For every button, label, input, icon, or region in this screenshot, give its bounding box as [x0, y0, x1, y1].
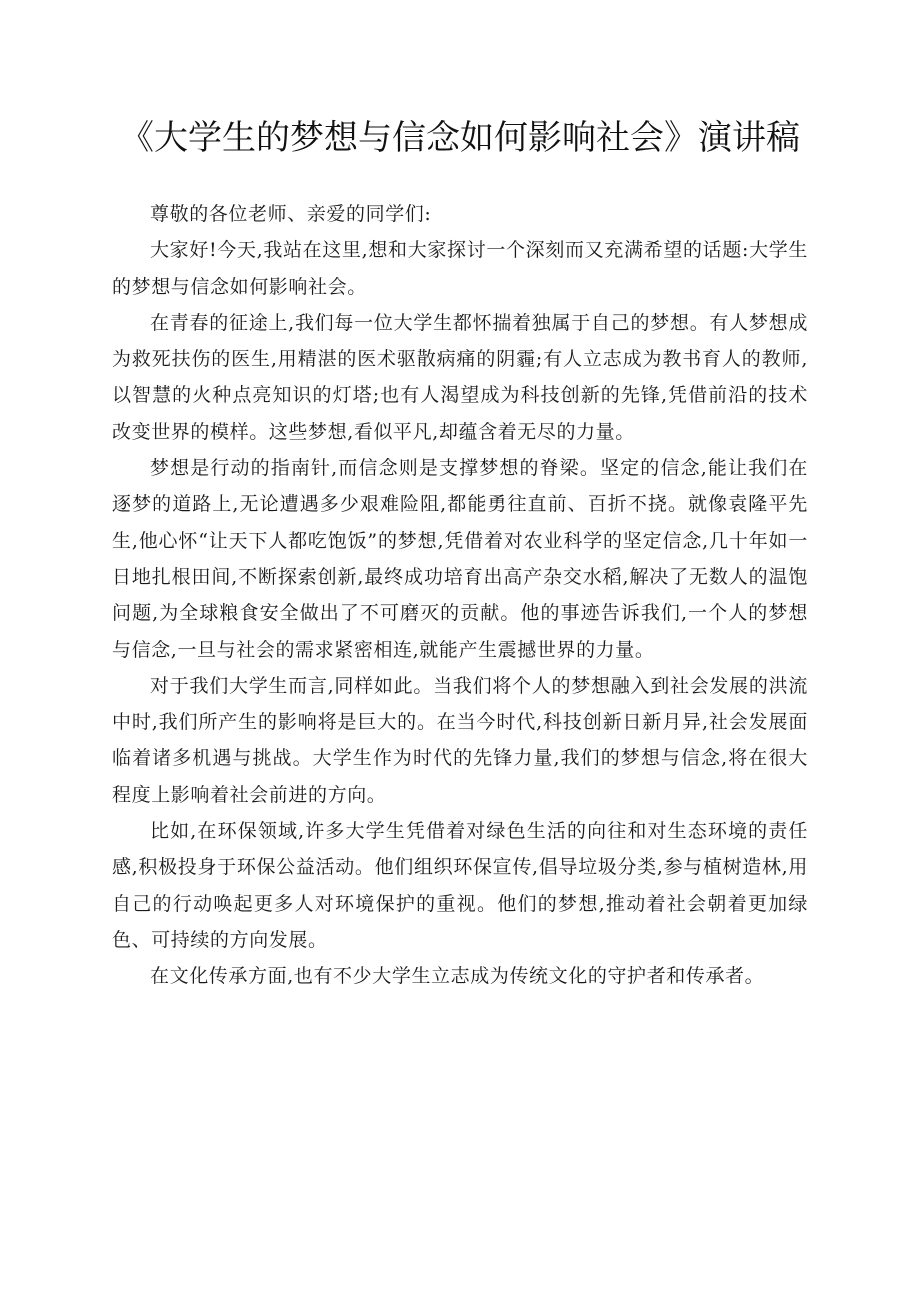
- paragraph-greeting: 尊敬的各位老师、亲爱的同学们:: [150, 203, 432, 225]
- document-title: 《大学生的梦想与信念如何影响社会》演讲稿: [120, 118, 800, 158]
- paragraph-dreams: 在青春的征途上,我们每一位大学生都怀揣着独属于自己的梦想。有人梦想成为救死扶伤的医生,用精湛的医术驱散病痛的阴霾;有人立志成为教书育人的教师,以智慧的火种点亮知识的灯塔;也有人渴望成为科技创新的先锋,凭借前沿的技术改变世界的模样。这些梦想,看似平凡,却蕴含着无尽的力量。: [112, 311, 808, 443]
- paragraph-opening: 大家好!今天,我站在这里,想和大家探讨一个深刻而又充满希望的话题:大学生的梦想与信念如何影响社会。: [112, 239, 808, 298]
- paragraph-belief: 梦想是行动的指南针,而信念则是支撑梦想的脊梁。坚定的信念,能让我们在逐梦的道路上,无论遭遇多少艰难险阻,都能勇往直前、百折不挠。就像袁隆平先生,他心怀“让天下人都吃饱饭”的梦想,凭借着对农业科学的坚定信念,几十年如一日地扎根田间,不断探索创新,最终成功培育出高产杂交水稻,解决了无数人的温饱问题,为全球粮食安全做出了不可磨灭的贡献。他的事迹告诉我们,一个人的梦想与信念,一旦与社会的需求紧密相连,就能产生震撼世界的力量。: [112, 457, 808, 661]
- paragraph-culture: 在文化传承方面,也有不少大学生立志成为传统文化的守护者和传承者。: [150, 965, 765, 988]
- paragraph-environment: 比如,在环保领域,许多大学生凭借着对绿色生活的向往和对生态环境的责任感,积极投身于环保公益活动。他们组织环保宣传,倡导垃圾分类,参与植树造林,用自己的行动唤起更多人对环境保护的重视。他们的梦想,推动着社会朝着更加绿色、可持续的方向发展。: [112, 820, 808, 951]
- paragraph-students: 对于我们大学生而言,同样如此。当我们将个人的梦想融入到社会发展的洪流中时,我们所产生的影响将是巨大的。在当今时代,科技创新日新月异,社会发展面临着诸多机遇与挑战。大学生作为时代的先锋力量,我们的梦想与信念,将在很大程度上影响着社会前进的方向。: [112, 674, 808, 806]
- document-body: [112, 196, 808, 995]
